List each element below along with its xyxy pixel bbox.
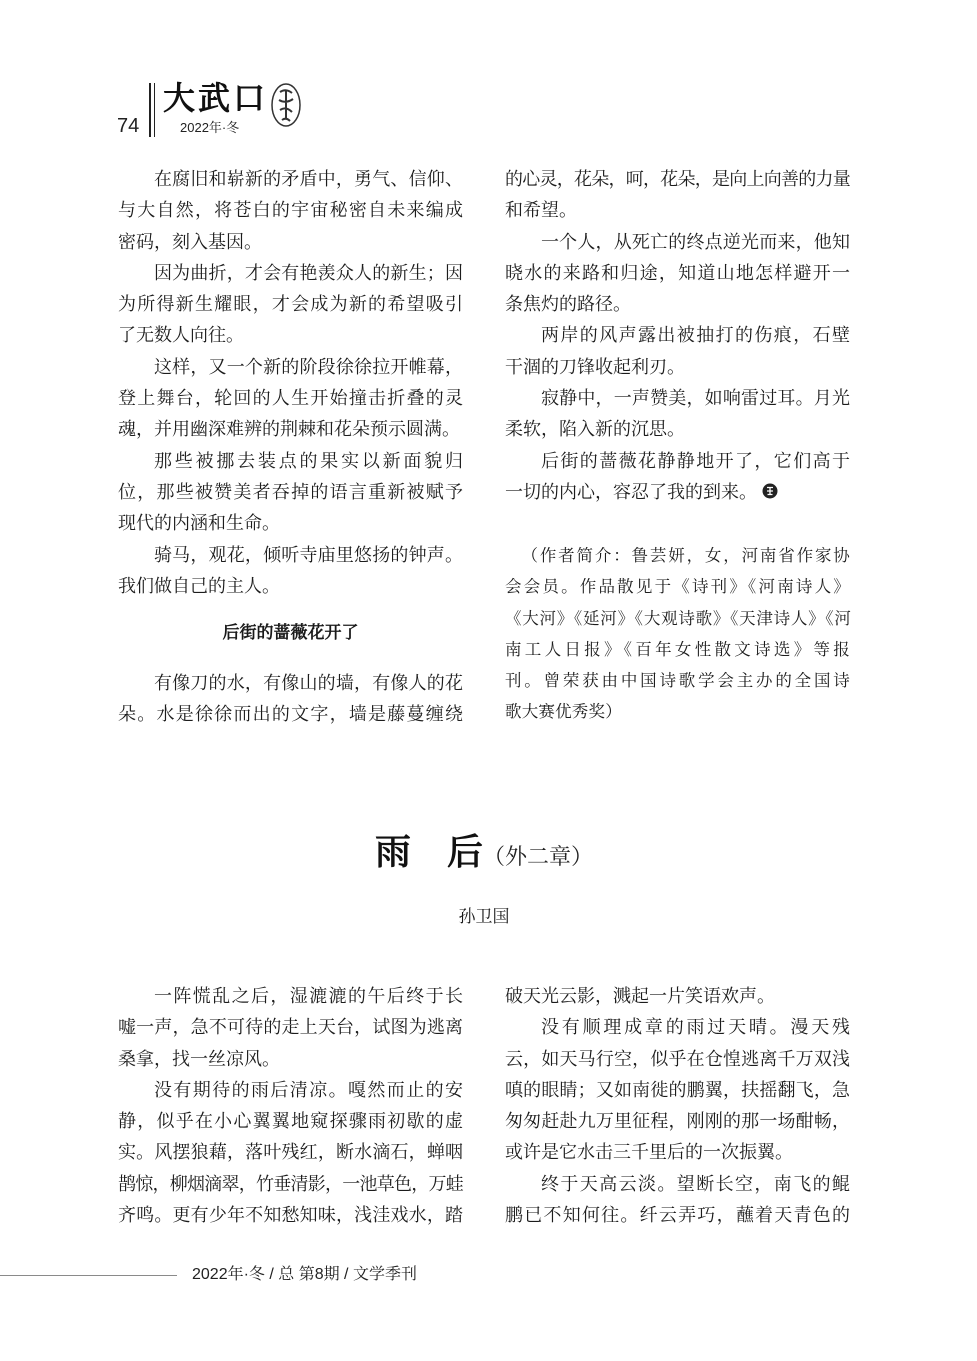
text-line: 桑拿，找一丝凉风。 <box>118 1048 280 1070</box>
rose-section-column-left <box>118 668 463 731</box>
paragraph <box>505 1169 850 1232</box>
bio-line: 会会员。作品散见于《诗刊》《河南诗人》 <box>505 577 850 597</box>
text-line: 云，如天马行空，似乎在仓惶逃离千万双浅 <box>505 1048 850 1070</box>
text-line: 嗔的眼睛；又如南徙的鹏翼，扶摇翻飞，急 <box>505 1079 850 1101</box>
text-line: 了无数人向往。 <box>118 325 244 347</box>
text-line: 密码，刻入基因。 <box>118 231 262 253</box>
text-line: 一个人，从死亡的终点逆光而来，他知 <box>541 231 850 253</box>
text-line: 两岸的风声露出被抽打的伤痕，石壁 <box>541 325 850 347</box>
paragraph <box>118 981 463 1075</box>
text-line: 与大自然，将苍白的宇宙秘密自未来编成 <box>118 200 463 222</box>
text-line: 齐鸣。更有少年不知愁知味，浅洼戏水，踏 <box>118 1205 463 1227</box>
issue-label: 2022年·冬 <box>180 120 240 135</box>
text-line: 一阵慌乱之后，湿漉漉的午后终于长 <box>154 986 463 1007</box>
article-end-mark-icon <box>762 483 778 499</box>
text-line: 晓水的来路和归途，知道山地怎样避开一 <box>505 262 850 284</box>
text-line: 后街的蔷薇花静静地开了，它们高于 <box>541 450 850 472</box>
bio-line: 刊。曾荣获由中国诗歌学会主办的全国诗 <box>505 671 850 691</box>
bio-line: 歌大赛优秀奖） <box>505 702 622 722</box>
text-line: 柔软，陷入新的沉思。 <box>505 419 685 441</box>
paragraph <box>118 540 463 603</box>
article-title-main: 雨 后 <box>374 831 483 873</box>
text-line: 的心灵，花朵，呵，花朵，是向上向善的力量 <box>505 169 850 190</box>
article-title <box>118 826 850 878</box>
text-line: 为所得新生耀眼，才会成为新的希望吸引 <box>118 294 463 316</box>
paragraph <box>118 164 463 258</box>
article-title-suffix: （外二章） <box>483 845 594 870</box>
text-line: 在腐旧和崭新的矛盾中，勇气、信仰、 <box>154 169 463 190</box>
paragraph <box>118 352 463 446</box>
text-line: 有像刀的水，有像山的墙，有像人的花 <box>154 673 463 694</box>
magazine-logo: 大武口 <box>163 79 269 117</box>
footer-rule <box>0 1275 177 1276</box>
bio-line: 《大河》《延河》《大观诗歌》《天津诗人》《河 <box>505 608 850 628</box>
text-line: 终于天高云淡。望断长空，南飞的鲲 <box>541 1173 850 1195</box>
text-line: 一切的内心，容忍了我的到来。 <box>505 481 757 503</box>
paragraph <box>118 446 463 540</box>
text-line: 没有期待的雨后清凉。嘎然而止的安 <box>154 1079 463 1101</box>
text-line: 骑马，观花，倾听寺庙里悠扬的钟声。 <box>154 544 463 566</box>
text-line: 嘘一声，急不可待的走上天台，试图为逃离 <box>118 1017 463 1039</box>
text-line: 登上舞台，轮回的人生开始撞击折叠的灵 <box>118 388 463 410</box>
bio-line: 南工人日报》《百年女性散文诗选》等报 <box>505 639 850 659</box>
rose-section-column-right <box>505 164 850 508</box>
paragraph <box>118 668 463 731</box>
paragraph <box>505 320 850 383</box>
text-line: 干涸的刀锋收起利刃。 <box>505 356 685 378</box>
text-line: 现代的内涵和生命。 <box>118 513 280 535</box>
seal-emblem-icon <box>270 82 302 128</box>
header-divider <box>149 83 155 137</box>
previous-essay-column <box>118 164 463 602</box>
page-number: 74 <box>117 115 140 137</box>
text-line: 条焦灼的路径。 <box>505 294 631 316</box>
text-line: 寂静中，一声赞美，如响雷过耳。月光 <box>541 388 850 410</box>
bio-line: （作者简介：鲁芸妍，女，河南省作家协 <box>521 546 850 565</box>
text-line: 位，那些被赞美者吞掉的语言重新被赋予 <box>118 481 463 503</box>
text-line: 魂，并用幽深难辨的荆棘和花朵预示圆满。 <box>118 419 460 441</box>
text-line-with-end-mark <box>505 477 850 508</box>
text-line: 那些被挪去装点的果实以新面貌归 <box>154 450 463 472</box>
text-line: 鹏已不知何往。纤云弄巧，蘸着天青色的 <box>505 1205 850 1227</box>
text-line: 匆匆赶赴九万里征程，刚刚的那一场酣畅， <box>505 1111 850 1133</box>
paragraph <box>118 1075 463 1231</box>
paragraph <box>118 258 463 352</box>
text-line: 没有顺理成章的雨过天晴。漫天残 <box>541 1017 850 1039</box>
article-column-right <box>505 981 850 1231</box>
article-column-left <box>118 981 463 1231</box>
text-line: 和希望。 <box>505 200 577 222</box>
text-line: 或许是它水击三千里后的一次振翼。 <box>505 1142 793 1164</box>
paragraph <box>505 227 850 321</box>
paragraph <box>505 383 850 446</box>
footer-issue-info: 2022年·冬 / 总 第8期 / 文学季刊 <box>192 1266 417 1283</box>
text-line: 我们做自己的主人。 <box>118 575 280 597</box>
text-line: 因为曲折，才会有艳羡众人的新生；因 <box>154 262 463 284</box>
text-line: 这样，又一个新的阶段徐徐拉开帷幕， <box>154 356 463 378</box>
section-heading: 后街的蔷薇花开了 <box>222 623 359 643</box>
paragraph <box>505 446 850 509</box>
article-author: 孙卫国 <box>458 907 510 927</box>
text-line: 实。风摆狼藉，落叶残红，断水滴石，蝉咽 <box>118 1142 463 1164</box>
text-line: 朵。水是徐徐而出的文字，墙是藤蔓缠绕 <box>118 704 463 726</box>
text-line: 鹊惊，柳烟滴翠，竹垂清影，一池草色，万蛙 <box>118 1173 463 1195</box>
text-line: 静，似乎在小心翼翼地窥探骤雨初歇的虚 <box>118 1111 463 1133</box>
text-line: 破天光云影，溅起一片笑语欢声。 <box>505 986 775 1007</box>
paragraph-continuation <box>505 164 850 227</box>
paragraph-continuation <box>505 981 850 1012</box>
author-bio <box>505 540 850 728</box>
paragraph <box>505 1012 850 1168</box>
